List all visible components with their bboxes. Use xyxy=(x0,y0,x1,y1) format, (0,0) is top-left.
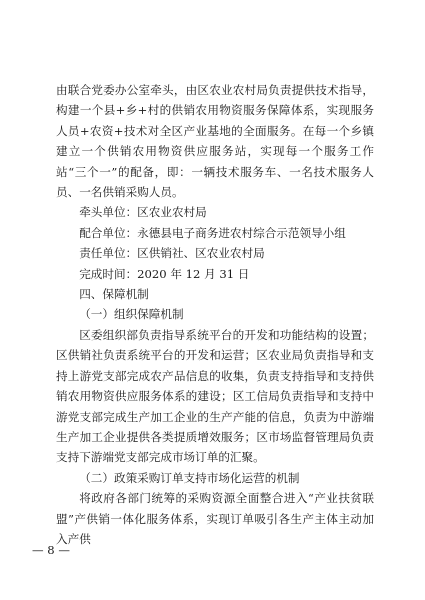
document-body xyxy=(56,80,374,549)
completion-time-line: 完成时间：2020 年 12 月 31 日 xyxy=(79,266,250,281)
cooperating-unit-line: 配合单位：永德县电子商务进农村综合示范领导小组 xyxy=(79,225,346,240)
responsible-unit-line: 责任单位：区供销社、区农业农村局 xyxy=(79,246,265,261)
page-number: — 8 — xyxy=(32,543,70,557)
subsection-heading-organization: （一）组织保障机制 xyxy=(79,307,184,322)
section-heading: 四、保障机制 xyxy=(79,287,149,302)
subsection-heading-procurement: （二）政策采购订单支持市场化运营的机制 xyxy=(79,470,300,485)
lead-unit-line: 牵头单位：区农业农村局 xyxy=(79,205,207,220)
paragraph-organization: 区委组织部负责指导系统平台的开发和功能结构的设置；区供销社负责系统平台的开发和运营；区农业局负责指导和支持上游党支部完成农产品信息的收集，负责支持指导和支持供销农用物资供应服务体系的建设；区工信局负责指导和支持中游党支部完成生产加工企业的生产产能的信息，负责为中游端生产加工企业提供各类提质增效服务；区市场监督管理局负责支持下游端党支部完成市场订单的汇聚。 xyxy=(56,327,374,465)
paragraph-procurement: 将政府各部门统筹的采购资源全面整合进入“产业扶贫联盟”产供销一体化服务体系，实现订单吸引各生产主体主动加入产供 xyxy=(56,491,374,546)
paragraph-intro: 由联合党委办公室牵头，由区农业农村局负责提供技术指导，构建一个县+乡+村的供销农用物资服务保障体系，实现服务人员+农资+技术对全区产业基地的全面服务。在每一个乡镇建立一个供销农用物资供应服务站，实现每一个服务工作站“三个一”的配备，即：一辆技术服务车、一名技术服务人员、一名供销采购人员。 xyxy=(56,83,374,200)
